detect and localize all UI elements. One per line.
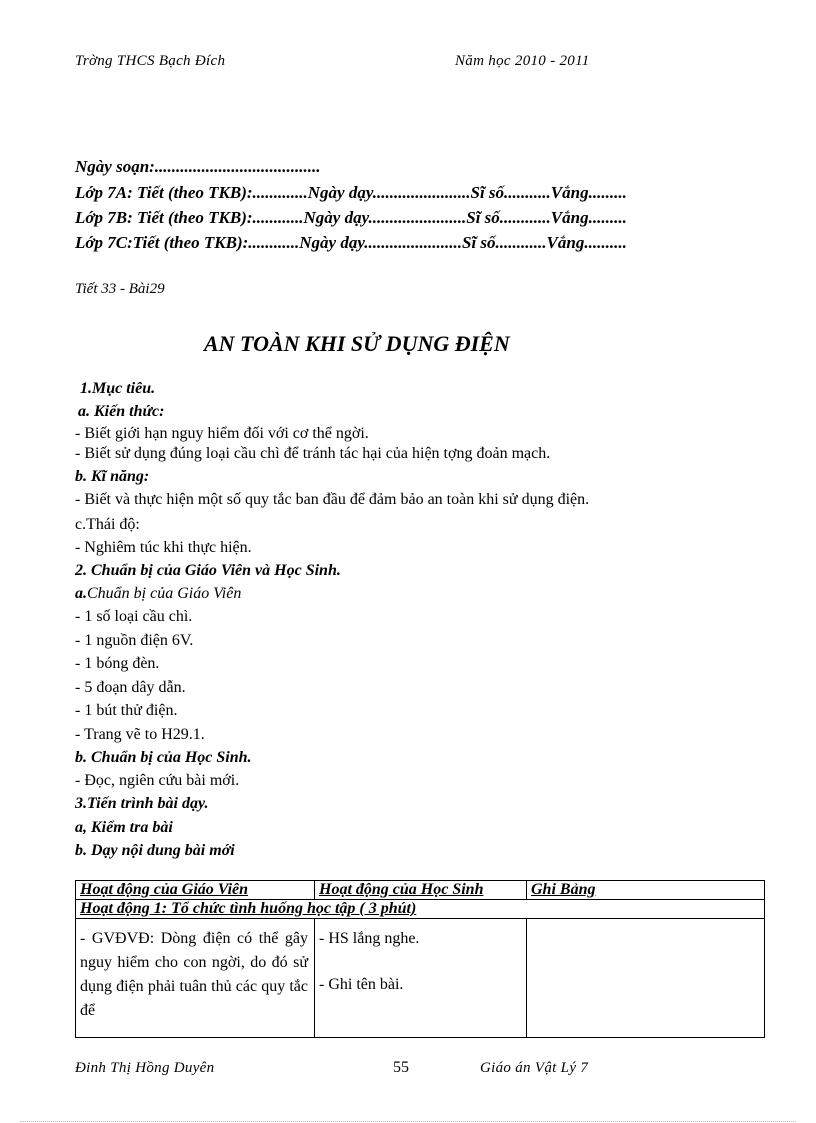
teach-heading: b. Dạy nội dung bài mới xyxy=(75,842,235,859)
col-teacher-activity: Hoạt động của Giáo Viên xyxy=(76,881,315,900)
date-prepared-line: Ngày soạn:....................................... xyxy=(75,157,321,176)
knowledge-heading: a. Kiến thức: xyxy=(78,403,165,420)
table-header-row xyxy=(76,881,765,900)
teacher-prep-heading xyxy=(75,585,241,603)
teacher-item: - 1 bóng đèn. xyxy=(75,655,160,672)
teacher-item: - 1 số loại cầu chì. xyxy=(75,608,193,625)
teacher-activity-text: - GVĐVĐ: Dòng điện có thể gây nguy hiểm cho con ngời, do đó sử dụng điện phải tuân thủ các quy tắc để xyxy=(80,930,308,1019)
page-edge-divider xyxy=(20,1121,796,1122)
footer-author: Đinh Thị Hồng Duyên xyxy=(75,1060,215,1076)
process-heading: 3.Tiến trình bài dạy. xyxy=(75,795,209,812)
teacher-item: - Trang vẽ to H29.1. xyxy=(75,726,205,743)
teacher-item: - 5 đoạn dây dẫn. xyxy=(75,679,186,696)
col-student-activity: Hoạt động của Học Sinh xyxy=(315,881,527,900)
skills-item-1: - Biết và thực hiện một số quy tắc ban đầu để đảm bảo an toàn khi sử dụng điện. xyxy=(75,491,590,508)
page-title: AN TOÀN KHI SỬ DỤNG ĐIỆN xyxy=(204,331,510,356)
class-7c-line: Lớp 7C:Tiết (theo TKB):............Ngày dạy.......................Sĩ số............Vắng.......... xyxy=(75,233,627,252)
page-number: 55 xyxy=(393,1059,409,1076)
teacher-prep-prefix: a. xyxy=(75,585,87,602)
lesson-number: Tiết 33 - Bài29 xyxy=(75,281,165,297)
activity-1-heading: Hoạt động 1: Tổ chức tình huống học tập ( 3 phút) xyxy=(76,900,765,919)
activity-heading-row xyxy=(76,900,765,919)
student-prep-item: - Đọc, ngiên cứu bài mới. xyxy=(75,772,240,789)
table-row xyxy=(76,919,765,1038)
col-board-notes: Ghi Bảng xyxy=(527,881,765,900)
student-activity-line-1: - HS lắng nghe. xyxy=(319,930,420,947)
preparation-heading: 2. Chuẩn bị của Giáo Viên và Học Sinh. xyxy=(75,562,341,579)
footer-subject: Giáo án Vật Lý 7 xyxy=(480,1060,589,1076)
board-notes-cell xyxy=(527,919,765,1038)
skills-heading: b. Kĩ năng: xyxy=(75,468,150,485)
student-activity-cell xyxy=(315,919,527,1038)
student-prep-heading: b. Chuẩn bị của Học Sinh. xyxy=(75,749,252,766)
teacher-prep-label: Chuẩn bị của Giáo Viên xyxy=(87,585,242,602)
teacher-item: - 1 nguồn điện 6V. xyxy=(75,632,194,649)
teacher-item: - 1 bút thử điện. xyxy=(75,702,178,719)
knowledge-item-1: - Biết giới hạn nguy hiểm đối với cơ thể ngời. xyxy=(75,425,369,442)
check-heading: a, Kiểm tra bài xyxy=(75,819,173,836)
lesson-plan-table xyxy=(75,880,765,1038)
objectives-heading: 1.Mục tiêu. xyxy=(80,380,156,397)
attitude-heading: c.Thái độ: xyxy=(75,516,140,533)
class-7a-line: Lớp 7A: Tiết (theo TKB):.............Ngày dạy.......................Sĩ số...........Vắng......... xyxy=(75,183,627,202)
teacher-activity-cell xyxy=(76,919,315,1038)
header-school-year: Năm học 2010 - 2011 xyxy=(455,53,590,69)
attitude-item-1: - Nghiêm túc khi thực hiện. xyxy=(75,539,252,556)
class-7b-line: Lớp 7B: Tiết (theo TKB):............Ngày dạy.......................Sĩ số............Vắng......... xyxy=(75,208,627,227)
knowledge-item-2: - Biết sử dụng đúng loại cầu chì để tránh tác hại của hiện tợng đoản mạch. xyxy=(75,445,551,462)
header-school: Trờng THCS Bạch Đích xyxy=(75,53,226,69)
student-activity-line-2: - Ghi tên bài. xyxy=(319,976,404,993)
